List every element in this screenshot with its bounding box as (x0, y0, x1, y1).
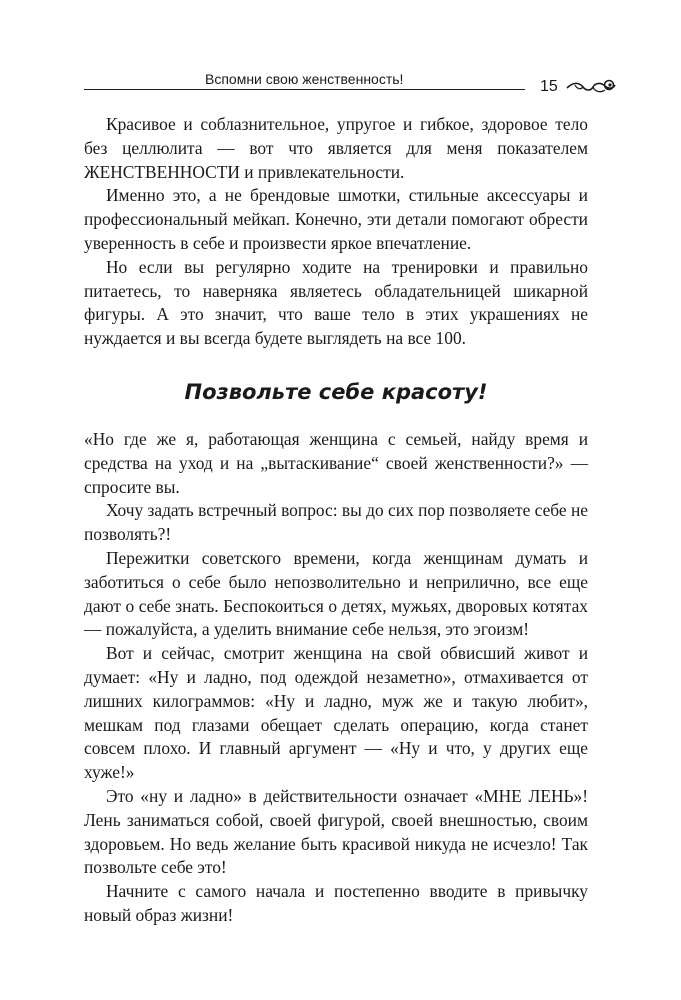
flourish-ornament-icon (565, 76, 617, 98)
paragraph: Именно это, а не брендовые шмотки, стильные аксессуары и профессиональный мейкап. Конечно, эти детали помогают обрести уверенность в себе и произвести яркое впечатление. (84, 185, 588, 253)
paragraph: Начните с самого начала и постепенно вводите в привычку новый образ жизни! (84, 881, 588, 925)
running-title: Вспомни свою женственность! (205, 71, 404, 87)
header-rule (84, 89, 522, 90)
paragraph: Вот и сейчас, смотрит женщина на свой обвисший живот и думает: «Ну и ладно, под одеждой незаметно», отмахивается от лишних килограммов: «Ну и ладно, муж же и такую любит», мешкам под глазами обещает сделать операцию, когда станет совсем плохо. И главный аргумент — «Ну и что, у других еще хуже!» (84, 643, 588, 783)
paragraph: Но если вы регулярно ходите на тренировки и правильно питаетесь, то наверняка являетесь обладательницей шикарной фигуры. А это значит, что ваше тело в этих украшениях не нуждается и вы всегда будете выглядеть на все 100. (84, 256, 588, 349)
paragraph: Красивое и соблазнительное, упругое и гибкое, здоровое тело без целлюлита — вот что является для меня показателем ЖЕНСТВЕННОСТИ и привлекательности. (84, 114, 588, 182)
section-heading: Позвольте себе красоту! (184, 380, 488, 404)
header-rule-tail (507, 89, 525, 90)
section-body-text (84, 428, 588, 928)
paragraph: «Но где же я, работающая женщина с семьей, найду время и средства на уход и на „вытаскивание“ своей женственности?» — спросите вы. (84, 429, 588, 497)
page-number: 15 (540, 78, 558, 95)
paragraph: Хочу задать встречный вопрос: вы до сих пор позволяете себе не позволять?! (84, 500, 589, 545)
paragraph: Пережитки советского времени, когда женщинам думать и заботиться о себе было непозволительно и неприлично, все еще дают о себе знать. Беспокоиться о детях, мужьях, дворовых котятах — пожалуйста, а уделить внимание себе нельзя, это эгоизм! (84, 547, 588, 640)
paragraph: Это «ну и ладно» в действительности означает «МНЕ ЛЕНЬ»! Лень заниматься собой, своей фигурой, своей внешностью, своим здоровьем. Но ведь желание быть красивой никуда не исчезло! Так позвольте себе это! (84, 785, 588, 878)
section-intro-text (84, 113, 588, 351)
